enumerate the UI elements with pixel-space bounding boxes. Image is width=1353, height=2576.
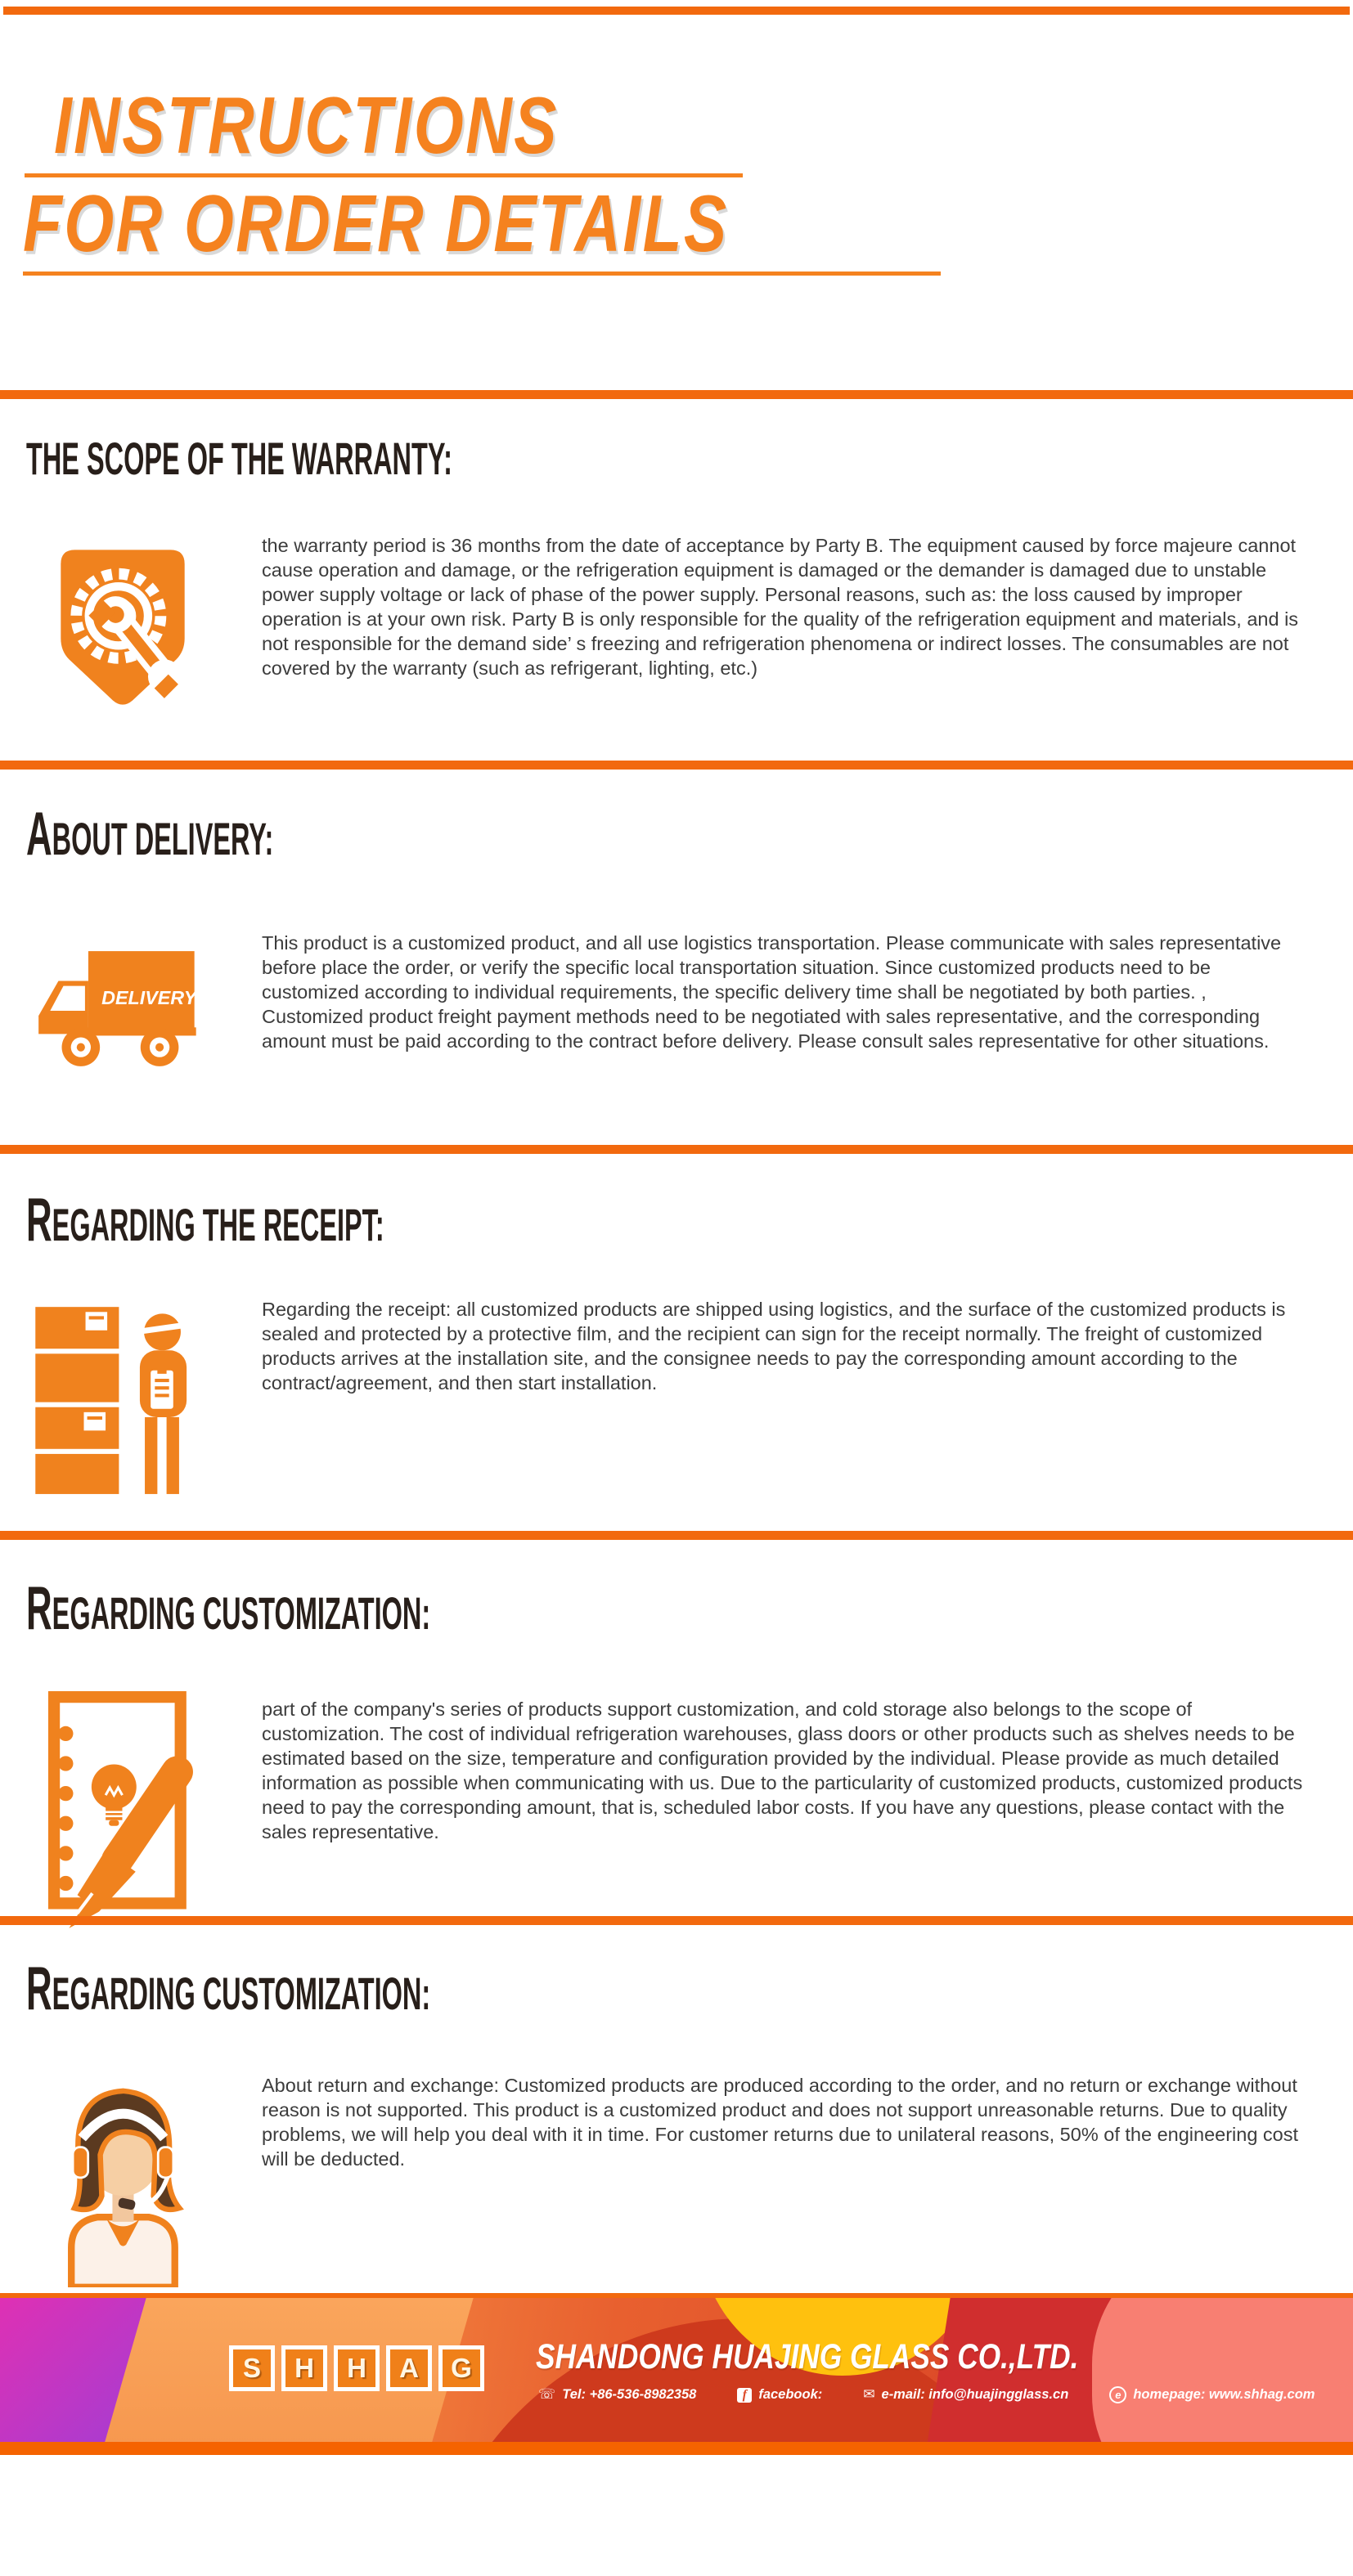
homepage-icon: e bbox=[1109, 2386, 1126, 2403]
contact-facebook[interactable] bbox=[737, 2387, 822, 2403]
footer-contacts bbox=[538, 2386, 1315, 2403]
returns-icon-box bbox=[0, 2065, 245, 2287]
receipt-paragraph: Regarding the receipt: all customized products are shipped using logistics, and the surface of the customized products is sealed and protected by a protective film, and the recipient can sign for the receipt normally. The freight of customized products arrives at the installation site, and the consignee needs to pay the corresponding amount according to the contract/agreement, and then start installation. bbox=[262, 1299, 1286, 1393]
section-divider bbox=[0, 761, 1353, 770]
facebook-icon: f bbox=[737, 2388, 752, 2403]
receipt-icon-box bbox=[0, 1300, 245, 1497]
returns-paragraph: About return and exchange: Customized products are produced according to the order, and no return or exchange without reason is not supported. This product is a customized product and does not support unreasonable returns. Due to quality problems, we will help you deal with it in time. For customer returns due to unilateral reasons, 50% of the engineering cost will be deducted. bbox=[262, 2075, 1299, 2170]
footer-bottom-bar bbox=[0, 2442, 1353, 2455]
warranty-gear-wrench-icon bbox=[52, 545, 193, 709]
boxes-courier-icon bbox=[35, 1300, 211, 1497]
logo-tile: H bbox=[334, 2345, 380, 2391]
title-underline-2 bbox=[23, 272, 941, 276]
email-icon: ✉ bbox=[863, 2386, 875, 2403]
section-returns bbox=[0, 2061, 1353, 2287]
section-customization bbox=[0, 1685, 1353, 1932]
section-heading-delivery: ABOUT DELIVERY: bbox=[26, 800, 274, 868]
section-warranty bbox=[0, 533, 1353, 709]
section-heading-receipt: REGARDING THE RECEIPT: bbox=[26, 1186, 384, 1254]
notepad-pen-bulb-icon bbox=[37, 1690, 209, 1932]
logo-tile: S bbox=[229, 2345, 275, 2391]
customer-service-agent-icon bbox=[41, 2065, 205, 2287]
section-heading-customization: REGARDING CUSTOMIZATION: bbox=[26, 1574, 431, 1643]
company-logo bbox=[229, 2345, 484, 2391]
contact-homepage[interactable] bbox=[1109, 2386, 1315, 2403]
section-heading-warranty: THE SCOPE OF THE WARRANTY: bbox=[26, 433, 452, 484]
warranty-icon-box bbox=[0, 545, 245, 709]
contact-phone-text: Tel: +86-536-8982358 bbox=[562, 2387, 697, 2402]
logo-tile: H bbox=[281, 2345, 327, 2391]
section-divider bbox=[0, 1916, 1353, 1925]
customization-paragraph: part of the company's series of products support customization, and cold storage also belongs to the scope of customization. The cost of individual refrigeration warehouses, glass doors or other products such as shelves needs to be estimated based on the size, temperature and configuration provided by the individual. Please provide as much detailed information as possible when communicating with us. Due to the particularity of customized products, customized products need to pay the corresponding amount, that is, scheduled labor costs. If you have any questions, please contact with the sales representative. bbox=[262, 1699, 1303, 1842]
logo-tile: A bbox=[386, 2345, 432, 2391]
company-name: SHANDONG HUAJING GLASS CO.,LTD. bbox=[536, 2337, 1079, 2376]
section-divider bbox=[0, 1145, 1353, 1154]
contact-homepage-text: homepage: www.shhag.com bbox=[1133, 2387, 1315, 2402]
delivery-truck-label: DELIVERY bbox=[101, 986, 197, 1008]
customization-icon-box bbox=[0, 1690, 245, 1932]
page-title-line2-text: FOR ORDER DETAILS bbox=[23, 178, 729, 268]
contact-email[interactable] bbox=[863, 2387, 1068, 2403]
top-accent-bar bbox=[3, 7, 1350, 15]
contact-facebook-text: facebook: bbox=[758, 2387, 823, 2402]
phone-icon: ☏ bbox=[538, 2386, 556, 2403]
footer-banner bbox=[0, 2298, 1353, 2442]
warranty-paragraph: the warranty period is 36 months from the date of acceptance by Party B. The equipment caused by force majeure cannot cause operation and damage, or the refrigeration equipment is damaged or the demander is damaged due to unstable power supply voltage or lack of phase of the power supply. Personal reasons, such as: the loss caused by improper operation is at your own risk. Party B is only responsible for the quality of the refrigeration equipment and materials, and is not responsible for the demand side’ s freezing and refrigeration phenomena or indirect losses. The consumables are not covered by the warranty (such as refrigerant, lighting, etc.) bbox=[262, 535, 1299, 679]
page-title-line2 bbox=[23, 178, 905, 268]
logo-tile: G bbox=[438, 2345, 484, 2391]
page-title-line1 bbox=[54, 80, 685, 170]
section-heading-returns: REGARDING CUSTOMIZATION: bbox=[26, 1954, 431, 2023]
delivery-icon-box bbox=[0, 946, 245, 1070]
section-delivery bbox=[0, 931, 1353, 1070]
section-divider bbox=[0, 1531, 1353, 1540]
contact-email-text: e-mail: info@huajingglass.cn bbox=[881, 2387, 1069, 2402]
page-title-line1-text: INSTRUCTIONS bbox=[54, 80, 559, 170]
delivery-truck-icon bbox=[25, 946, 220, 1070]
section-divider bbox=[0, 390, 1353, 399]
section-receipt bbox=[0, 1294, 1353, 1497]
title-underline-1 bbox=[25, 173, 743, 177]
delivery-paragraph: This product is a customized product, and all use logistics transportation. Please communicate with sales representative before place the order, or verify the specific local transportation situation. Since customized products need to be customized according to individual requirements, the specific delivery time shall be negotiated by both parties. , Customized product freight payment methods need to be negotiated with sales representative, and the corresponding amount must be paid according to the contract before delivery. Please consult sales representative for other situations. bbox=[262, 932, 1282, 1052]
contact-phone bbox=[538, 2387, 696, 2403]
